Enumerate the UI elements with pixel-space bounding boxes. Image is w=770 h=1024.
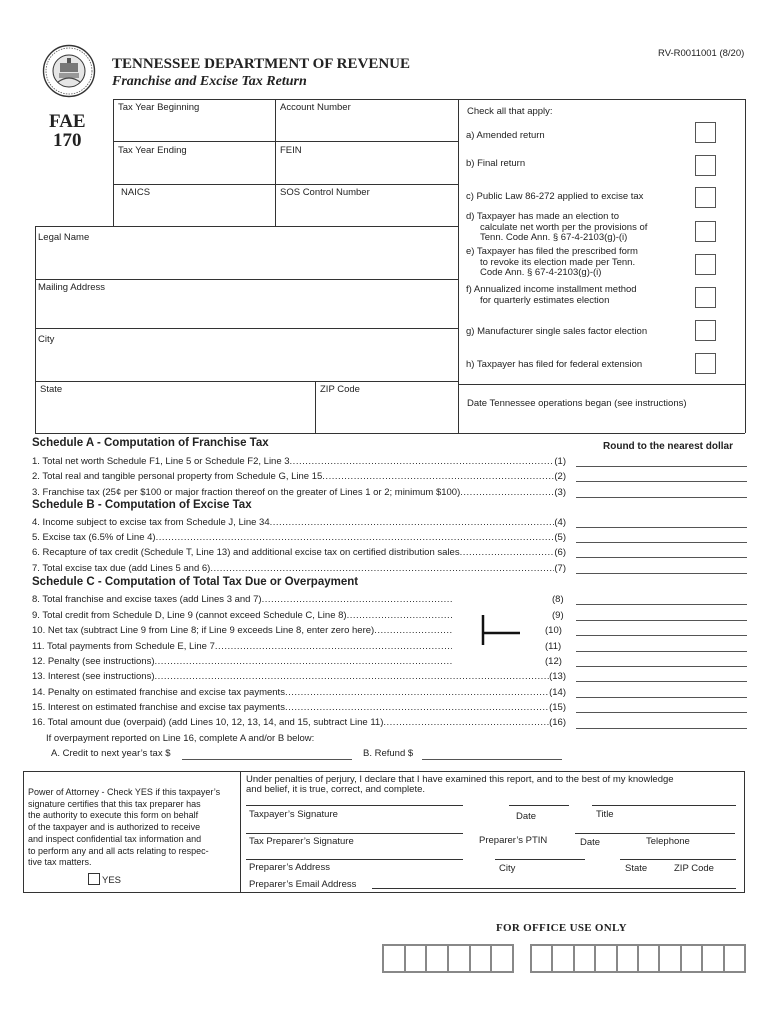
- line-8: 8. Total franchise and excise taxes (add Lines 3 and 7) .....: [32, 594, 452, 605]
- account-number-field[interactable]: Account Number: [280, 102, 351, 113]
- revoke-election-label: e) Taxpayer has filed the prescribed form to revoke its election made per Tenn. Code Ann. § 67-4-2103(g)-(i): [466, 246, 638, 278]
- line-2: 2. Total real and tangible personal property from Schedule G, Line 15 ..... (2): [32, 471, 566, 482]
- office-use-box-1: [382, 944, 514, 973]
- net-worth-election-label: d) Taxpayer has made an election to calculate net worth per the provisions of Tenn. Code Ann. § 67-4-2103(g)-(i): [466, 211, 648, 243]
- department-name: TENNESSEE DEPARTMENT OF REVENUE: [112, 56, 411, 72]
- poa-yes-label: YES: [102, 875, 122, 886]
- overpayment-note: If overpayment reported on Line 16, complete A and/or B below:: [46, 733, 315, 744]
- line-10-num: (10): [545, 625, 562, 636]
- naics-field[interactable]: NAICS: [121, 187, 151, 198]
- annualized-income-label: f) Annualized income installment method for quarterly estimates election: [466, 284, 637, 306]
- telephone-field[interactable]: Telephone: [646, 836, 690, 847]
- line-4-amount[interactable]: [576, 527, 747, 528]
- credit-next-year-label: A. Credit to next year’s tax $: [51, 748, 171, 759]
- public-law-checkbox[interactable]: [695, 187, 716, 208]
- line-11-num: (11): [545, 641, 562, 652]
- line-9: 9. Total credit from Schedule D, Line 9 (cannot exceed Schedule C, Line 8) .....: [32, 610, 452, 621]
- power-of-attorney-text: Power of Attorney - Check YES if this taxpayer’s signature certifies that this tax preparer has the authority to execute this form on behalf of the taxpayer and is authorized to receive and inspect confidential tax information and to perform any and all acts relating to respec- tive tax matters.: [28, 787, 221, 868]
- title-field[interactable]: Title: [596, 809, 614, 820]
- line-6-amount[interactable]: [576, 557, 747, 558]
- preparer-ptin-field[interactable]: Preparer’s PTIN: [479, 835, 548, 846]
- preparer-email-input[interactable]: [372, 888, 736, 889]
- line-14-amount[interactable]: [576, 697, 747, 698]
- state-seal-icon: [42, 44, 96, 98]
- office-use-box-2: [530, 944, 746, 973]
- form-id-170: 170: [53, 130, 82, 151]
- form-id-fae: FAE: [49, 111, 86, 132]
- line-1-amount[interactable]: [576, 466, 747, 467]
- line-13: 13. Interest (see instructions) ..... (13): [32, 671, 566, 682]
- line-14: 14. Penalty on estimated franchise and excise tax payments ..... (14): [32, 687, 566, 698]
- manufacturer-election-checkbox[interactable]: [695, 320, 716, 341]
- line-15-amount[interactable]: [576, 712, 747, 713]
- line-3-amount[interactable]: [576, 497, 747, 498]
- amended-return-label: a) Amended return: [466, 130, 545, 141]
- line-5-amount[interactable]: [576, 542, 747, 543]
- line-12-amount[interactable]: [576, 666, 747, 667]
- line-10: 10. Net tax (subtract Line 9 from Line 8; if Line 9 exceeds Line 8, enter zero here) .....: [32, 625, 452, 636]
- check-all-heading: Check all that apply:: [467, 106, 553, 117]
- fein-field[interactable]: FEIN: [280, 145, 302, 156]
- federal-extension-checkbox[interactable]: [695, 353, 716, 374]
- office-use-label: FOR OFFICE USE ONLY: [496, 922, 627, 934]
- line-11: 11. Total payments from Schedule E, Line 7 .....: [32, 641, 452, 652]
- credit-next-year-input[interactable]: [182, 759, 352, 760]
- tax-year-beginning-field[interactable]: Tax Year Beginning: [118, 102, 200, 113]
- tax-year-ending-field[interactable]: Tax Year Ending: [118, 145, 187, 156]
- line-12-num: (12): [545, 656, 562, 667]
- federal-extension-label: h) Taxpayer has filed for federal extension: [466, 359, 643, 370]
- revoke-election-checkbox[interactable]: [695, 254, 716, 275]
- preparer-email-label: Preparer’s Email Address: [249, 879, 357, 890]
- line-9-amount[interactable]: [576, 620, 747, 621]
- preparer-address-field[interactable]: Preparer’s Address: [249, 862, 330, 873]
- line-7-amount[interactable]: [576, 573, 747, 574]
- line-16: 16. Total amount due (overpaid) (add Lines 10, 12, 13, 14, and 15, subtract Line 11) ..... (16): [32, 717, 566, 728]
- state-field[interactable]: State: [40, 384, 63, 395]
- manufacturer-election-label: g) Manufacturer single sales factor election: [466, 326, 648, 337]
- form-title: Franchise and Excise Tax Return: [112, 74, 307, 89]
- taxpayer-date-field[interactable]: Date: [516, 811, 537, 822]
- line-2-amount[interactable]: [576, 481, 747, 482]
- line-8-num: (8): [552, 594, 564, 605]
- taxpayer-signature-field[interactable]: Taxpayer’s Signature: [249, 809, 338, 820]
- line-10-amount[interactable]: [576, 635, 747, 636]
- legal-name-field[interactable]: Legal Name: [38, 232, 90, 243]
- line-5: 5. Excise tax (6.5% of Line 4) ..... (5): [32, 532, 566, 543]
- schedule-c-title: Schedule C - Computation of Total Tax Due or Overpayment: [32, 576, 359, 588]
- line-4: 4. Income subject to excise tax from Schedule J, Line 34 ..... (4): [32, 517, 566, 528]
- preparer-state-field[interactable]: State: [625, 863, 648, 874]
- poa-yes-checkbox[interactable]: [88, 873, 100, 885]
- zip-code-field[interactable]: ZIP Code: [320, 384, 360, 395]
- sos-control-number-field[interactable]: SOS Control Number: [280, 187, 370, 198]
- annualized-income-checkbox[interactable]: [695, 287, 716, 308]
- preparer-date-field[interactable]: Date: [580, 837, 601, 848]
- refund-label: B. Refund $: [363, 748, 414, 759]
- perjury-statement: Under penalties of perjury, I declare that I have examined this report, and to the best of my knowledge and belief, it is true, correct, and complete.: [246, 774, 674, 795]
- amended-return-checkbox[interactable]: [695, 122, 716, 143]
- line-11-amount[interactable]: [576, 651, 747, 652]
- line-16-amount[interactable]: [576, 728, 747, 729]
- schedule-b-title: Schedule B - Computation of Excise Tax: [32, 499, 252, 511]
- preparer-zip-field[interactable]: ZIP Code: [674, 863, 714, 874]
- mailing-address-field[interactable]: Mailing Address: [38, 282, 106, 293]
- form-code: RV-R0011001 (8/20): [658, 48, 745, 59]
- round-note: Round to the nearest dollar: [603, 441, 734, 452]
- line-1: 1. Total net worth Schedule F1, Line 5 or Schedule F2, Line 3 ..... (1): [32, 456, 566, 467]
- net-worth-election-checkbox[interactable]: [695, 221, 716, 242]
- public-law-label: c) Public Law 86-272 applied to excise tax: [466, 191, 644, 202]
- line-15: 15. Interest on estimated franchise and excise tax payments ..... (15): [32, 702, 566, 713]
- schedule-a-title: Schedule A - Computation of Franchise Tax: [32, 437, 269, 449]
- refund-input[interactable]: [422, 759, 562, 760]
- line-13-amount[interactable]: [576, 681, 747, 682]
- line-8-amount[interactable]: [576, 604, 747, 605]
- line-3: 3. Franchise tax (25¢ per $100 or major fraction thereof on the greater of Lines 1 or 2; minimum $100) ..... (3): [32, 487, 566, 498]
- subtract-bracket-icon: [478, 613, 522, 647]
- preparer-city-field[interactable]: City: [499, 863, 516, 874]
- city-field[interactable]: City: [38, 334, 55, 345]
- line-12: 12. Penalty (see instructions) .....: [32, 656, 452, 667]
- line-6: 6. Recapture of tax credit (Schedule T, Line 13) and additional excise tax on certified distribution sales ..... (6): [32, 547, 566, 558]
- line-9-num: (9): [552, 610, 564, 621]
- date-operations-field[interactable]: Date Tennessee operations began (see instructions): [467, 398, 687, 409]
- line-7: 7. Total excise tax due (add Lines 5 and 6) ..... (7): [32, 563, 566, 574]
- final-return-label: b) Final return: [466, 158, 526, 169]
- final-return-checkbox[interactable]: [695, 155, 716, 176]
- preparer-signature-field[interactable]: Tax Preparer’s Signature: [249, 836, 354, 847]
